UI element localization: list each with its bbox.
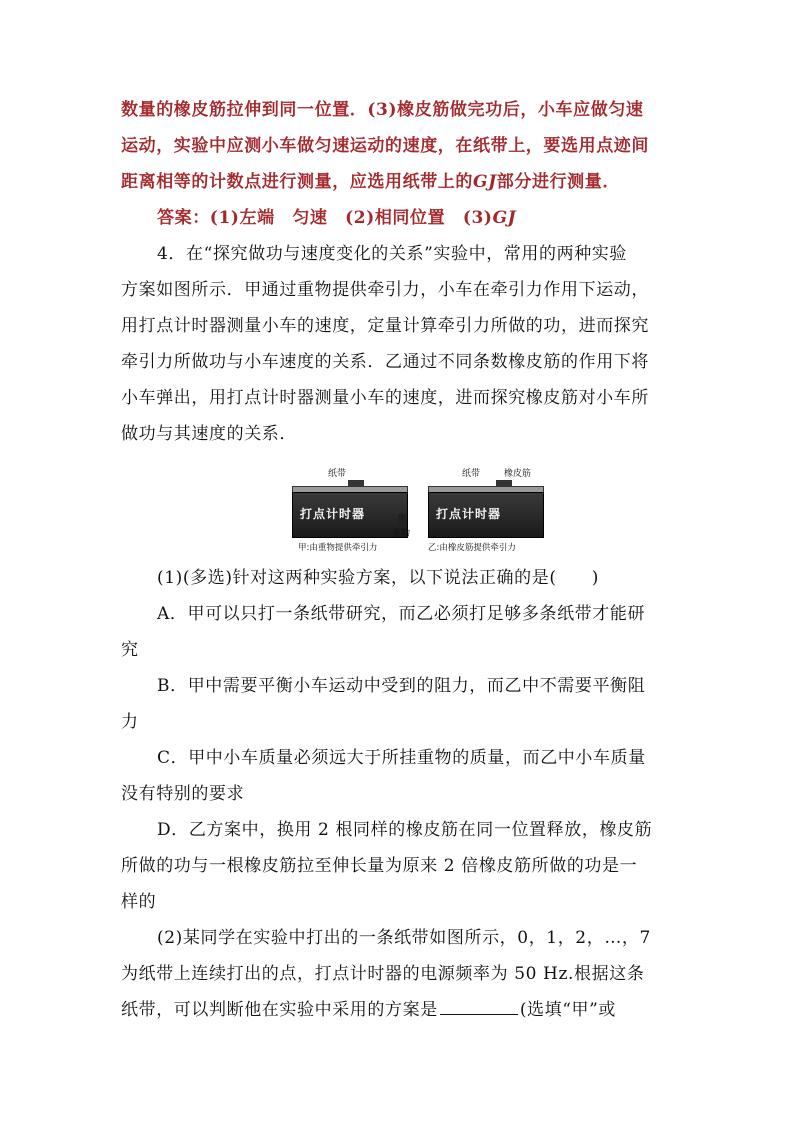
part-2-line-1: (2)某同学在实验中打出的一条纸带如图所示，0，1，2，…，7	[157, 928, 651, 948]
option-c-line-1: C．甲中小车质量必须远大于所挂重物的质量，而乙中小车质量	[157, 748, 646, 768]
setup-yi	[426, 462, 552, 554]
timer-label: 打点计时器	[300, 507, 366, 521]
solution-line-1: 数量的橡皮筋拉伸到同一位置．(3)橡皮筋做完功后，小车应做匀速	[121, 100, 644, 120]
option-b-line-1: B．甲中需要平衡小车运动中受到的阻力，而乙中不需要平衡阻	[157, 676, 646, 696]
question-4-line-2: 方案如图所示．甲通过重物提供牵引力，小车在牵引力作用下运动，	[121, 280, 649, 300]
part-2-line-2: 为纸带上连续打出的点，打点计时器的电源频率为 50 Hz.根据这条	[121, 964, 645, 984]
question-4-line-1: 4．在“探究做功与速度变化的关系”实验中，常用的两种实验	[157, 244, 627, 264]
part-2-line-3: 纸带，可以判断他在实验中采用的方案是 (选填“甲”或	[121, 1000, 617, 1020]
option-a-line-2: 究	[121, 640, 139, 660]
caption-yi: 乙:由橡皮筋提供牵引力	[428, 543, 516, 553]
question-4-line-3: 用打点计时器测量小车的速度，定量计算牵引力所做的功，进而探究	[121, 316, 649, 336]
option-d-line-2: 所做的功与一根橡皮筋拉至伸长量为原来 2 倍橡皮筋所做的功是一	[121, 856, 638, 876]
answer-blank	[440, 1000, 518, 1015]
timer-label: 打点计时器	[436, 507, 502, 521]
option-b-line-2: 力	[121, 712, 139, 732]
question-4-line-5: 小车弹出，用打点计时器测量小车的速度，进而探究橡皮筋对小车所	[121, 388, 649, 408]
weight	[398, 514, 406, 524]
tape-label: 纸带	[328, 469, 347, 479]
part-1-question: (1)(多选)针对这两种实验方案，以下说法正确的是( )	[157, 568, 600, 588]
tape-label: 纸带	[462, 469, 481, 479]
answer-label: 答案	[157, 208, 193, 228]
option-c-line-2: 没有特别的要求	[121, 784, 245, 804]
option-d-line-1: D．乙方案中，换用 2 根同样的橡皮筋在同一位置释放，橡皮筋	[157, 820, 653, 840]
experiment-figure	[290, 462, 552, 554]
question-4-line-4: 牵引力所做功与小车速度的关系．乙通过不同条数橡皮筋的作用下将	[121, 352, 649, 372]
rubber-band-label: 橡皮筋	[504, 469, 532, 479]
weight-label: 重物	[392, 529, 411, 539]
option-a-line-1: A．甲可以只打一条纸带研究，而乙必须打足够多条纸带才能研	[157, 604, 646, 624]
option-d-line-3: 样的	[121, 892, 157, 912]
solution-line-2: 运动，实验中应测小车做匀速运动的速度，在纸带上，要选用点迹间	[121, 136, 649, 156]
solution-line-3: 距离相等的计数点进行测量，应选用纸带上的GJ部分进行测量．	[121, 172, 620, 192]
caption-jia: 甲:由重物提供牵引力	[298, 543, 378, 553]
question-4-line-6: 做功与其速度的关系．	[121, 424, 297, 444]
answer-line: 答案：(1)左端 匀速 (2)相同位置 (3)GJ	[157, 208, 517, 228]
setup-jia	[290, 462, 416, 554]
